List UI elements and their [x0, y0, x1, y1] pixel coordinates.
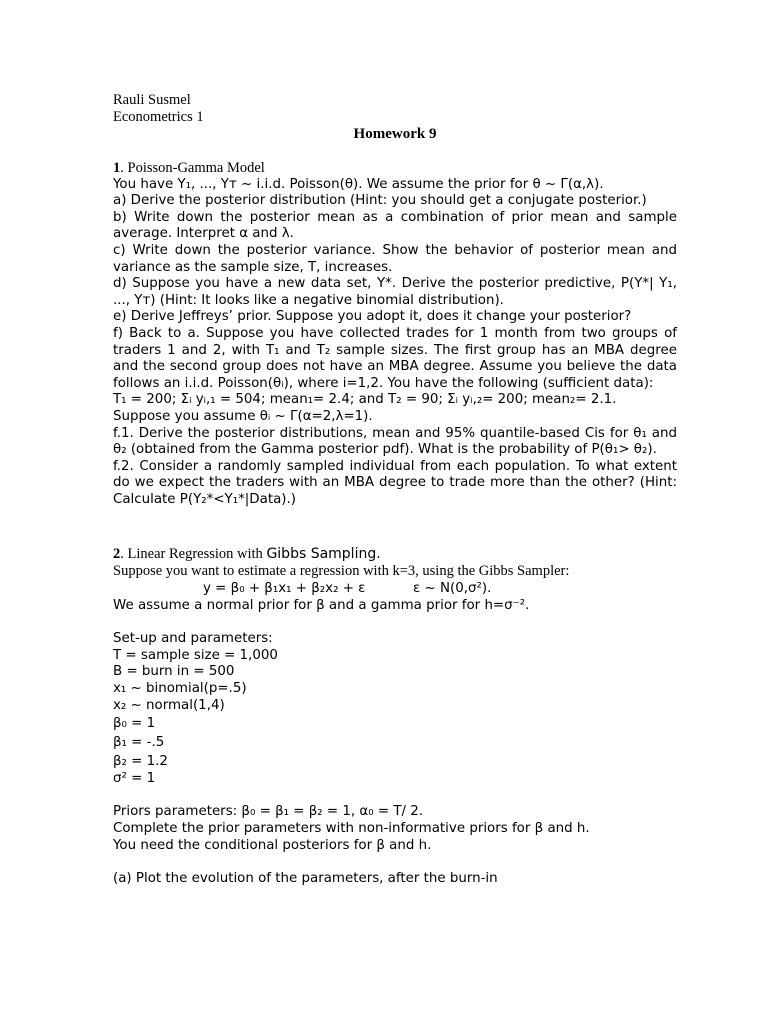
q2-number: 2 [113, 546, 121, 563]
q2-heading [113, 546, 677, 563]
equation-error: ε ~ N(0,σ²). [413, 581, 492, 597]
homework-title: Homework 9 [353, 126, 437, 142]
complete-priors-line: Complete the prior parameters with non-informative priors for β and h. [113, 821, 590, 836]
setup-item: β₀ = 1 [113, 716, 156, 732]
setup-item: β₂ = 1.2 [113, 754, 168, 770]
q1-part-f1: f.1. Derive the posterior distributions, mean and 95% quantile-based Cis for θ₁ and θ₂ (obtained from the Gamma posterior pdf). What is the probability of P(θ₁> θ₂). [113, 425, 677, 458]
spacer [113, 143, 677, 160]
q1-prior-assumption: Suppose you assume θᵢ ~ Γ(α=2,λ=1). [113, 408, 373, 424]
conditional-posteriors-line: You need the conditional posteriors for β and h. [113, 837, 432, 853]
q1-part-e: e) Derive Jeffreys’ prior. Suppose you adopt it, does it change your posterior? [113, 309, 632, 325]
q1-part-d: d) Suppose you have a new data set, Y*. Derive the posterior predictive, P(Y*| Y₁, ..., Yᴛ) (Hint: It looks like a negative binomial distribution). [113, 276, 677, 308]
q1-heading-text: . Poisson-Gamma Model [120, 159, 265, 176]
q1-part-b: b) Write down the posterior mean as a combination of prior mean and sample average. Interpret α and λ. [113, 209, 677, 242]
setup-item: x₂ ~ normal(1,4) [113, 697, 225, 713]
q1-heading [113, 160, 677, 177]
setup-item: β₁ = -.5 [113, 735, 165, 751]
q2-part-a: (a) Plot the evolution of the parameters, after the burn-in [113, 870, 498, 886]
q1-part-c: c) Write down the posterior variance. Show the behavior of posterior mean and variance as the sample size, T, increases. [113, 242, 677, 275]
spacer [113, 525, 677, 546]
priors-line: Priors parameters: β₀ = β₁ = β₂ = 1, α₀ = T/ 2. [113, 804, 424, 820]
setup-item: x₁ ~ binomial(p=.5) [113, 681, 247, 697]
equation-model: y = β₀ + β₁x₁ + β₂x₂ + ε [203, 581, 366, 597]
q2-intro: Suppose you want to estimate a regression with k=3, using the Gibbs Sampler: [113, 563, 570, 580]
document-page [113, 92, 677, 887]
q1-intro: You have Y₁, ..., Yᴛ ~ i.i.d. Poisson(θ). We assume the prior for θ ~ Γ(α,λ). [113, 176, 604, 192]
q1-part-f: f) Back to a. Suppose you have collected trades for 1 month from two groups of traders 1 and 2, with T₁ and T₂ sample sizes. The first group has an MBA degree and the second group does not have an MBA degree. Assume you believe the data follows an i.i.d. Poisson(θᵢ), where i=1,2. You have the following (sufficient data): [113, 325, 677, 391]
author-name: Rauli Susmel [113, 92, 191, 108]
q2-heading-sans: Gibbs Sampling. [266, 546, 381, 563]
setup-item: T = sample size = 1,000 [113, 647, 278, 663]
setup-item: B = burn in = 500 [113, 664, 235, 680]
spacer [113, 854, 677, 871]
q2-body [113, 598, 677, 887]
setup-title: Set-up and parameters: [113, 631, 273, 647]
regression-equation [113, 580, 677, 598]
course-name: Econometrics 1 [113, 109, 204, 125]
q1-data-line: T₁ = 200; Σᵢ yᵢ,₁ = 504; mean₁= 2.4; and T₂ = 90; Σᵢ yᵢ,₂= 200; mean₂= 2.1. [113, 392, 617, 408]
spacer [113, 788, 677, 805]
spacer [113, 508, 677, 525]
q1-body [113, 177, 677, 509]
q1-part-a: a) Derive the posterior distribution (Hint: you should get a conjugate posterior.) [113, 193, 647, 209]
q2-heading-serif: . Linear Regression with [120, 546, 267, 563]
q1-part-f2: f.2. Consider a randomly sampled individual from each population. To what extent do we expect the traders with an MBA degree to trade more than the other? (Hint: Calculate P(Y₂*<Y₁*|Data).) [113, 458, 677, 507]
spacer [113, 615, 677, 632]
q2-prior-line: We assume a normal prior for β and a gamma prior for h=σ⁻². [113, 598, 530, 614]
q1-number: 1 [113, 159, 121, 176]
setup-item: σ² = 1 [113, 771, 156, 787]
